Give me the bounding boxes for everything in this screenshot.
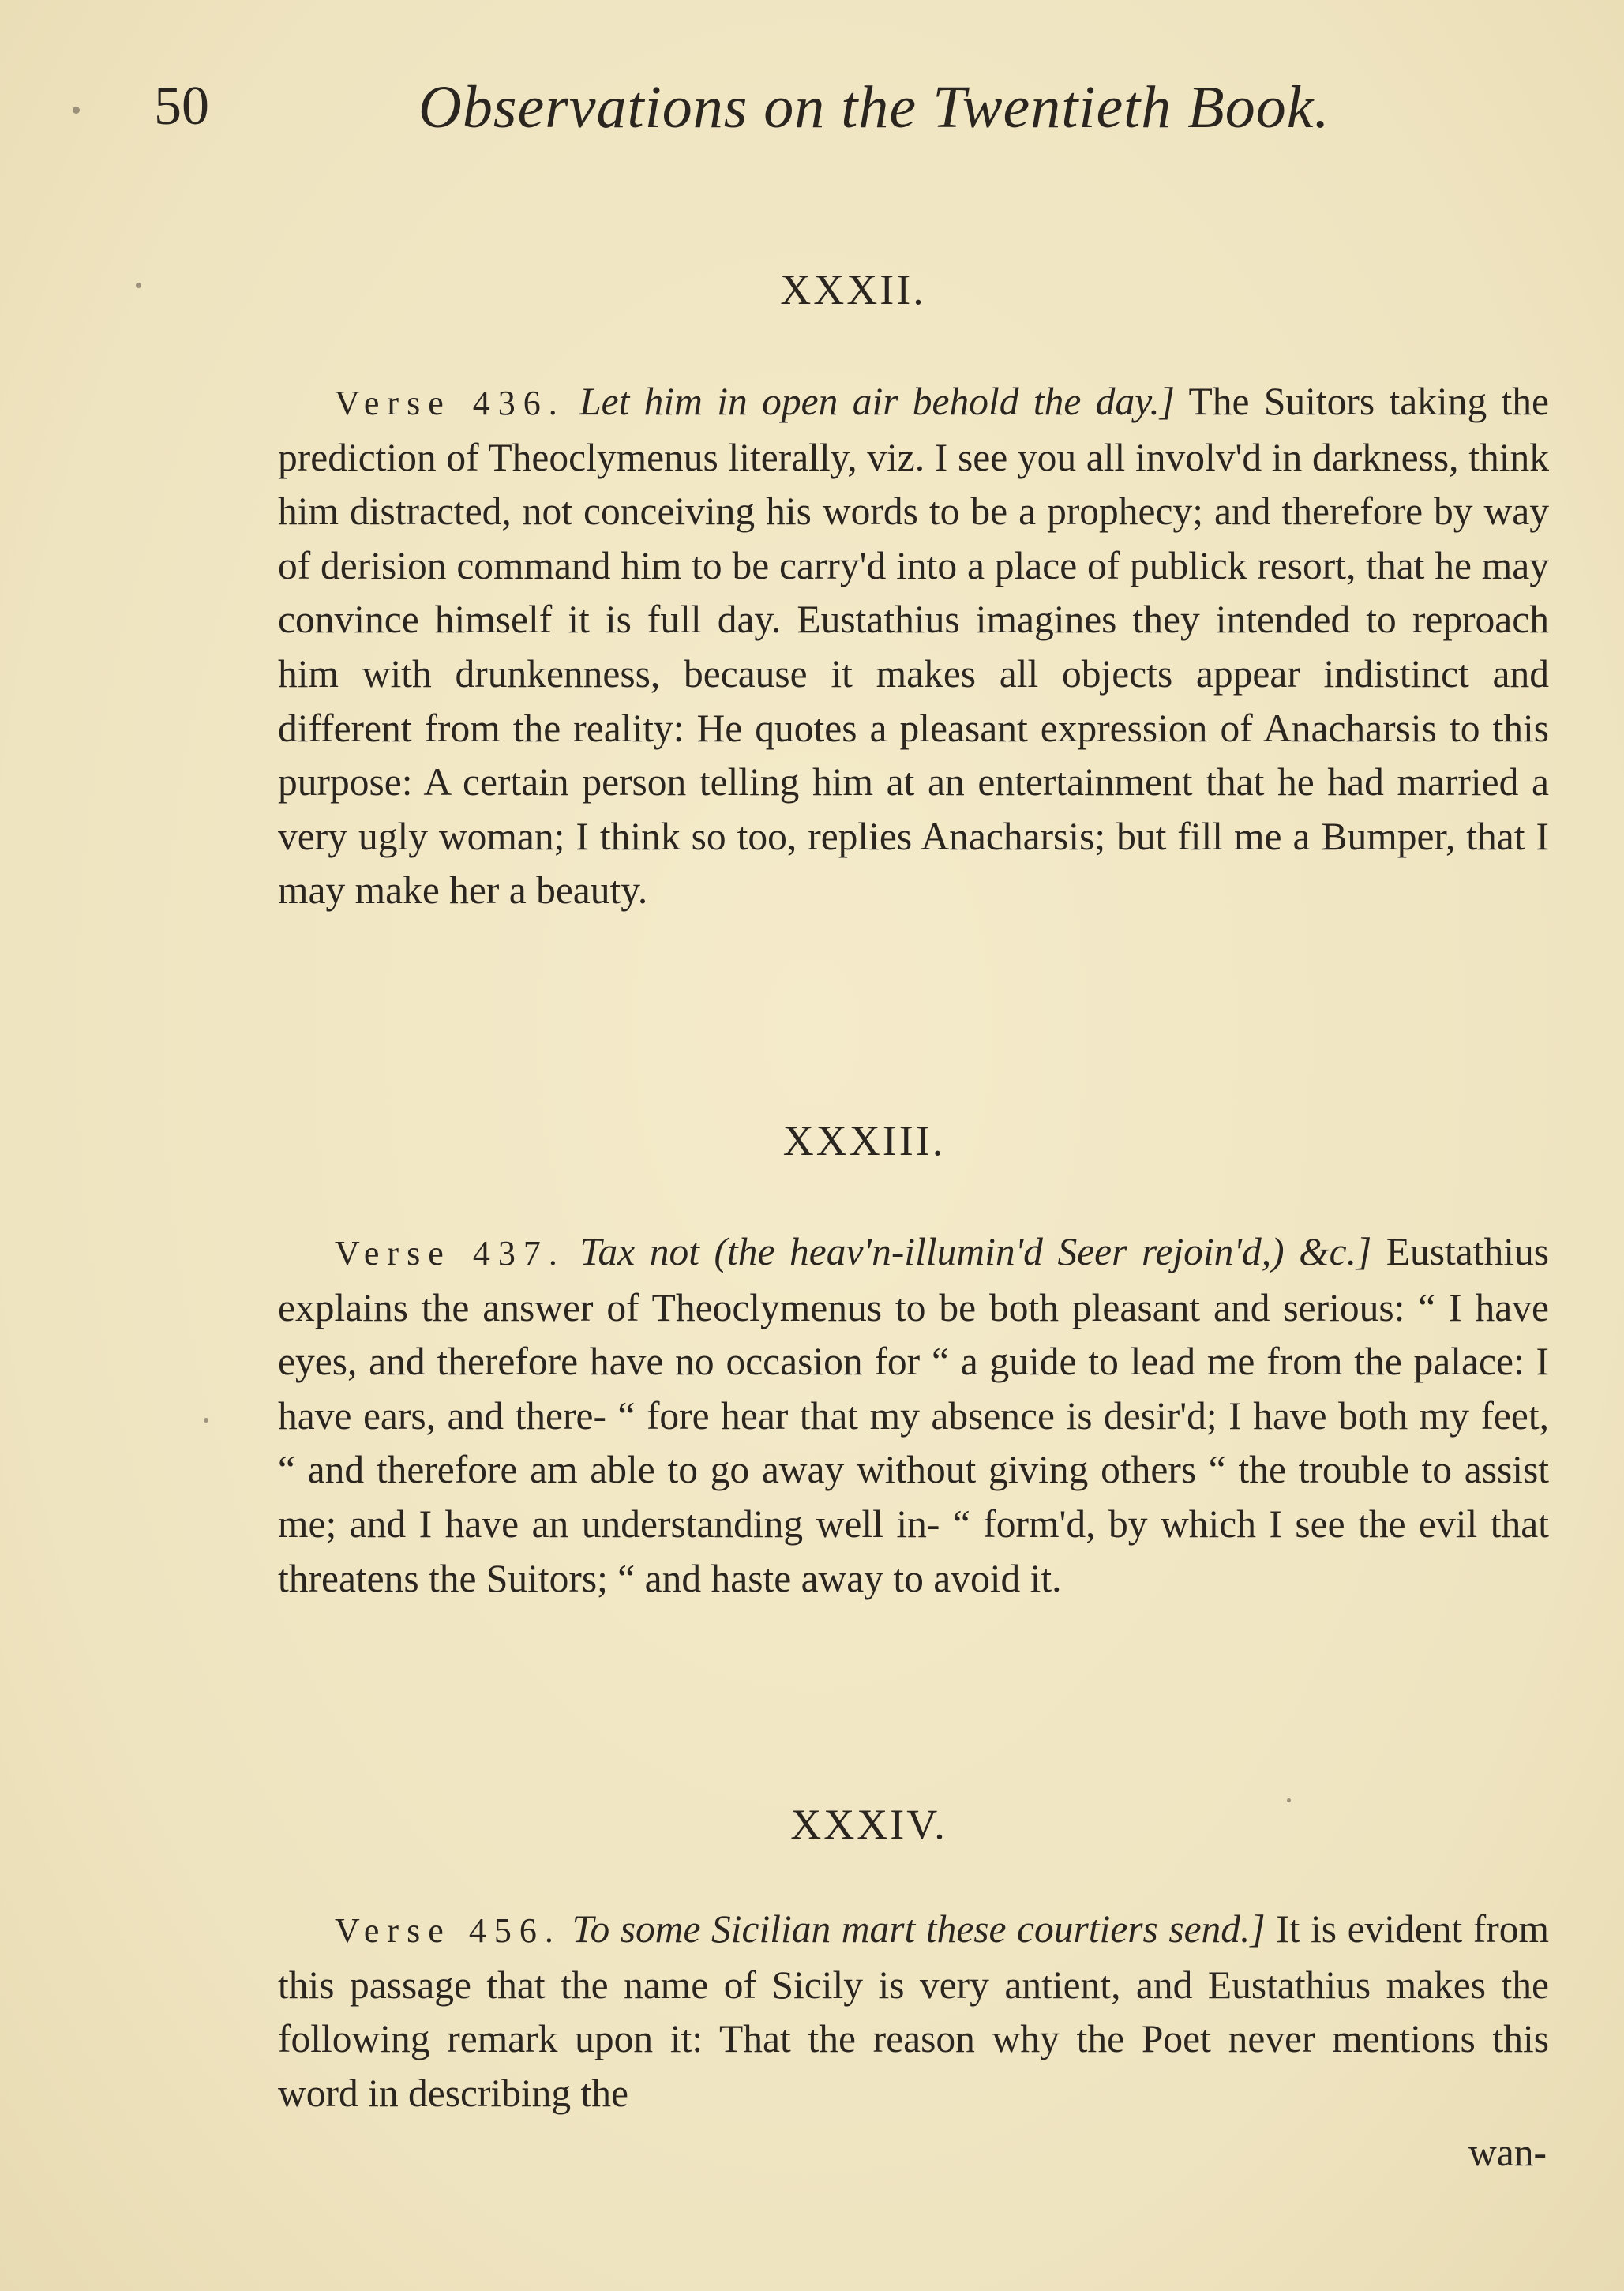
section-heading: XXXIII. — [782, 1117, 946, 1164]
verse-label: Verse 456. — [335, 1911, 561, 1950]
note-body: Eustathius explains the answer of Theoclymenus to be both pleasant and serious: “ I have eyes, and therefore have no occasion for “ a guide to lead me from the palace: I have ears, and there- “ fore hear that my absence is desir'd; I have both my feet, “ and therefore am able to go away without giving others “ the trouble to assist me; and I have an understanding well in- “ form'd, by which I see the evil that threatens the Suitors; “ and haste away to avoid it. — [278, 1230, 1550, 1600]
verse-note — [278, 375, 1549, 918]
verse-label: Verse 436. — [335, 384, 565, 422]
verse-quote: Tax not (the heav'n-illumin'd Seer rejoin'd,) &c.] — [579, 1230, 1372, 1273]
running-head: Observations on the Twentieth Book. — [418, 74, 1330, 141]
verse-note — [278, 1225, 1549, 1606]
verse-quote: To some Sicilian mart these courtiers send.] — [572, 1907, 1266, 1951]
paper-speck — [73, 107, 80, 114]
note-body: It is evident from this passage that the name of Sicily is very antient, and Eustathius makes the following remark upon it: That the reason why the Poet never mentions this word in describing the — [278, 1907, 1550, 2115]
catchword: wan- — [1468, 2131, 1547, 2174]
paper-speck — [204, 1418, 208, 1423]
note-body: The Suitors taking the prediction of Theoclymenus literally, viz. I see you all involv'd in darkness, think him distracted, not conceiving his words to be a prophecy; and therefore by way of derision command him to be carry'd into a place of publick resort, that he may convince himself it is full day. Eustathius imagines they intended to reproach him with drunkenness, because it makes all objects appear indistinct and different from the reality: He quotes a pleasant expression of Anacharsis to this purpose: A certain person telling him at an entertainment that he had married a very ugly woman; I think so too, replies Anacharsis; but fill me a Bumper, that I may make her a beauty. — [278, 380, 1550, 913]
page-number: 50 — [154, 76, 209, 137]
verse-quote: Let him in open air behold the day.] — [579, 380, 1176, 423]
verse-label: Verse 437. — [335, 1234, 565, 1273]
section-heading: XXXIV. — [790, 1801, 947, 1848]
paper-speck — [1287, 1798, 1291, 1802]
section-heading: XXXII. — [780, 266, 926, 313]
verse-note — [278, 1903, 1549, 2120]
